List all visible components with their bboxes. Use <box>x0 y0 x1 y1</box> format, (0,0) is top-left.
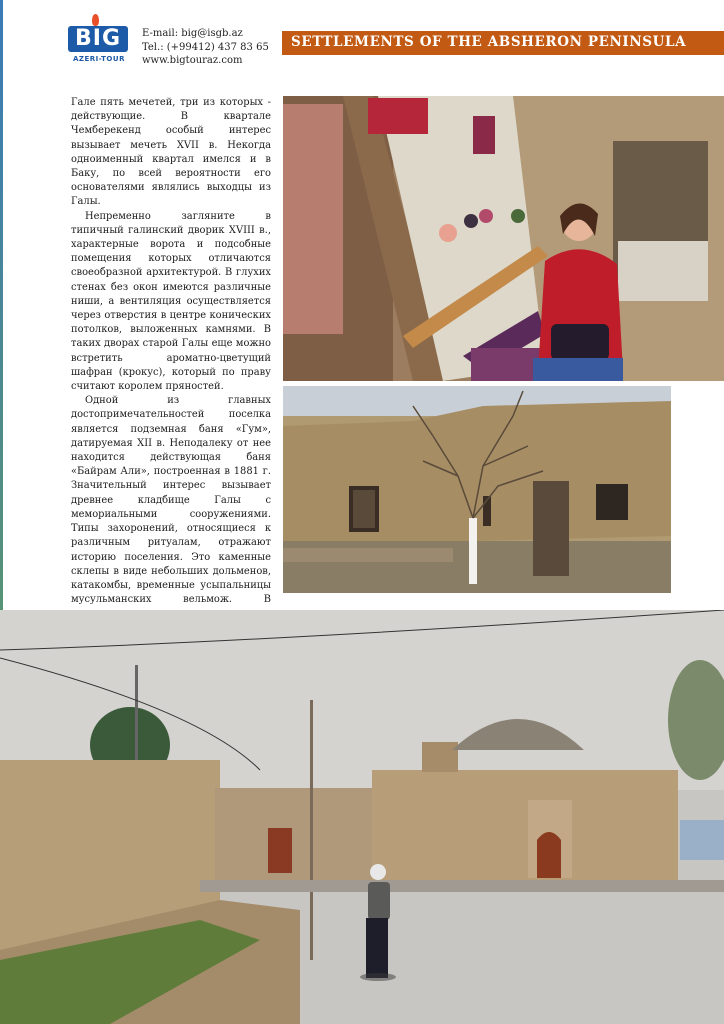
logo-subtitle: AZERI-TOUR <box>73 55 125 63</box>
article-paragraph: Непременно загляните в типичный галинский дворик XVIII в., характерные ворота и подсобные помещения которых отличаются своеобразной архитектурой. В глухих стенах без окон имеются различные ниши, а вентиляция осуществляется через отверстия в центре конических потолков, выложенных камнями. В таких дворах старой Галы еще можно встретить ароматно-цветущий шафран (крокус), который по праву считают королем пряностей. <box>71 210 271 393</box>
photo-stone-courtyard <box>283 386 671 593</box>
section-title: SETTLEMENTS OF THE ABSHERON PENINSULA <box>291 34 687 50</box>
flame-icon <box>92 14 99 26</box>
contact-block <box>142 27 269 68</box>
article-paragraph: Гале пять мечетей, три из которых - действующие. В квартале Чемберекенд особый интерес вызывает мечеть XVII в. Некогда одноименный квартал имелся и в Баку, по всей вероятности его основателями являлись выходцы из Галы. <box>71 97 271 208</box>
big-azeri-tour-logo <box>68 14 130 66</box>
logo-mark: BIG <box>68 26 128 52</box>
photo-carpet-weaver <box>283 96 724 381</box>
section-banner <box>282 31 724 55</box>
photo-village-street-bathhouse <box>0 610 724 1024</box>
contact-email: E-mail: big@isgb.az <box>142 28 243 39</box>
article-paragraph: Одной из главных достопримечательностей поселка является подземная баня «Гум», датируемая XII в. Неподалеку от нее находится действующая баня «Байрам Али», построенная в 1881 г. Значительный интерес вызывает древнее кладбище Галы с мемориальными сооружениями. Типы захоронений, относящиеся к различным ритуалам, отражают историю поселения. Это каменные склепы в виде небольших дольменов, катакомбы, временные усыпальницы мусульманских вельмож. В <box>71 395 271 606</box>
article-text <box>71 96 271 622</box>
contact-phone: Tel.: (+99412) 437 83 65 <box>142 41 269 53</box>
contact-website: www.bigtouraz.com <box>142 55 243 66</box>
